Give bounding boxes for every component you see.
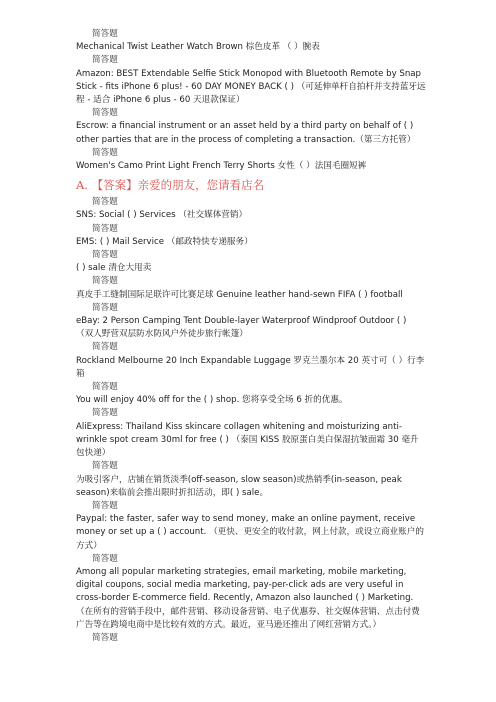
question-label: 简答题 — [92, 250, 118, 261]
question-label: 简答题 — [92, 302, 118, 313]
question-text: eBay: 2 Person Camping Tent Double-layer Waterproof Windproof Outdoor ( ) （双人野营双层防水防风户外徒步旅行帐篷） — [76, 316, 407, 340]
question-text: 真皮手工缝制国际足联许可比赛足球 Genuine leather hand-sewn FIFA ( ) football — [76, 289, 403, 300]
question-label: 简答题 — [92, 197, 118, 208]
question-text: Amazon: BEST Extendable Selfie Stick Monopod with Bluetooth Remote by Snap Stick - fits iPhone 6 plus! - 60 DAY MONEY BACK ( ) （可延伸单杆自拍杆并支持蓝牙远程 - 适合 iPhone 6 plus - 60 天退款保证） — [76, 68, 426, 106]
question-label: 简答题 — [92, 382, 118, 393]
question-text: Mechanical Twist Leather Watch Brown 棕色皮革 （ ）腕表 — [76, 42, 320, 53]
question-text: AliExpress: Thailand Kiss skincare collagen whitening and moisturizing anti-wrinkle spot cream 30ml for free ( ) （泰国 KISS 胶原蛋白美白保湿抗皱面霜 30 毫升包快递） — [76, 421, 419, 459]
question-label: 简答题 — [92, 342, 118, 353]
question-text: You will enjoy 40% off for the ( ) shop. 您将享受全场 6 折的优惠。 — [76, 395, 348, 406]
question-label: 简答题 — [92, 461, 118, 472]
question-label: 简答题 — [92, 108, 118, 119]
question-label: 简答题 — [92, 147, 118, 158]
question-label: 简答题 — [92, 29, 118, 39]
question-text: Women's Camo Print Light French Terry Shorts 女性（ ）法国毛圈短裤 — [76, 161, 367, 172]
question-label: 简答题 — [92, 553, 118, 564]
question-label: 简答题 — [92, 408, 118, 419]
question-text: Rockland Melbourne 20 Inch Expandable Luggage 罗克兰墨尔本 20 英寸可（ ）行李箱 — [76, 355, 425, 379]
question-label: 简答题 — [92, 500, 118, 511]
answer-heading: A. 【答案】亲爱的朋友，您请看店名 — [76, 178, 265, 193]
question-label: 简答题 — [92, 632, 118, 643]
question-text: Escrow: a financial instrument or an asset held by a third party on behalf of ( ) other parties that are in the process of completing a transaction.（第三方托管） — [76, 121, 416, 145]
question-text: EMS: ( ) Mail Service （邮政特快专递服务） — [76, 236, 253, 247]
question-label: 简答题 — [92, 276, 118, 287]
question-label: 简答题 — [92, 223, 118, 234]
question-text: ( ) sale 清仓大甩卖 — [76, 263, 152, 274]
question-text: Paypal: the faster, safer way to send money, make an online payment, receive money or set up a ( ) account. （更快、更安全的收付款，网上付款，或设立商业账户的方式） — [76, 514, 424, 551]
question-text: SNS: Social ( ) Services （社交媒体营销） — [76, 210, 248, 221]
question-text: 为吸引客户，店铺在销货淡季(off-season, slow season)或热销季(in-season, peak season)来临前会推出限时折扣活动，即( ) sale。 — [76, 474, 402, 498]
question-text: Among all popular marketing strategies, email marketing, mobile marketing, digital coupons, social media marketing, pay-per-click ads are very useful in cross-border E-commerce field. Recently, Amazon also launched ( ) Marketing. （在所有的营销手段中，邮件营销、移动设备营销、电子优惠券、社交媒体营销、点击付费广告等在跨境电商中是比较有效的方式。最近，亚马逊还推出了网红营销方式。） — [76, 566, 420, 630]
question-label: 简答题 — [92, 55, 118, 66]
